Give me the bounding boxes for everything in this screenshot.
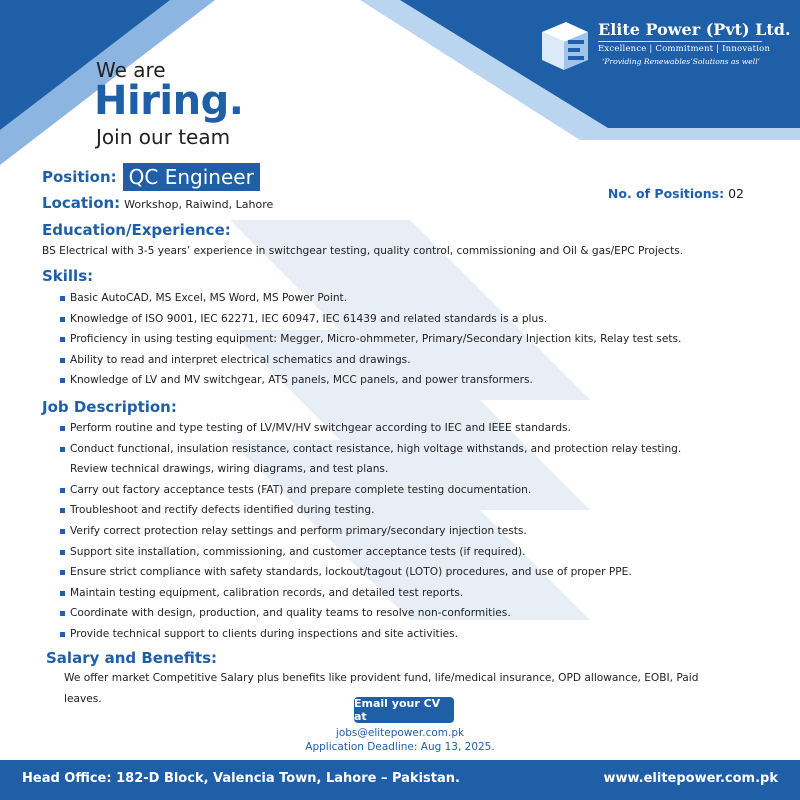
footer-bar <box>0 760 800 800</box>
list-item <box>60 624 681 645</box>
hero-line-3: Join our team <box>96 125 231 149</box>
elite-power-logo-icon <box>536 18 592 74</box>
duty-text: Verify correct protection relay settings and perform primary/secondary injection tests. <box>70 524 527 537</box>
duty-text: Ensure strict compliance with safety standards, lockout/tagout (LOTO) procedures, and use of proper PPE. <box>70 566 632 579</box>
bullet-icon <box>60 447 65 452</box>
bullet-icon <box>60 296 65 301</box>
duty-text: Perform routine and type testing of LV/MV/HV switchgear according to IEC and IEEE standards. <box>70 422 571 434</box>
skill-text: Proficiency in using testing equipment: Megger, Micro-ohmmeter, Primary/Secondary Injection kits, Relay test sets. <box>70 333 682 346</box>
job-description-list <box>60 418 681 645</box>
job-description-title: Job Description: <box>42 398 177 416</box>
list-item <box>60 350 681 371</box>
list-item <box>60 329 681 350</box>
list-item <box>60 500 681 521</box>
skill-text: Knowledge of LV and MV switchgear, ATS panels, MCC panels, and power transformers. <box>70 374 533 387</box>
bullet-icon <box>60 611 65 616</box>
bullet-icon <box>60 550 65 555</box>
positions-count-value: 02 <box>728 186 744 201</box>
bullet-icon <box>60 358 65 363</box>
skill-text: Knowledge of ISO 9001, IEC 62271, IEC 60947, IEC 61439 and related standards is a plus. <box>70 312 548 325</box>
skill-text: Ability to read and interpret electrical schematics and drawings. <box>70 353 411 366</box>
cta-email-link[interactable]: jobs@elitepower.com.pk <box>335 727 465 739</box>
list-item <box>60 480 681 501</box>
bullet-icon <box>60 488 65 493</box>
list-item <box>60 603 681 624</box>
education-text: BS Electrical with 3-5 years’ experience in switchgear testing, quality control, commissioning and Oil & gas/EPC Projects. <box>42 245 684 257</box>
duty-text: Troubleshoot and rectify defects identified during testing. <box>70 504 375 517</box>
list-item <box>60 562 681 583</box>
position-value: QC Engineer <box>123 163 260 191</box>
bullet-icon <box>60 529 65 534</box>
footer-website-link[interactable]: www.elitepower.com.pk <box>603 771 778 786</box>
bullet-icon <box>60 508 65 513</box>
brand-slogan: ‘Providing Renewables’Solutions as well’ <box>602 57 761 66</box>
bullet-icon <box>60 378 65 383</box>
hero-headline: Hiring. <box>94 78 244 124</box>
duty-text: Coordinate with design, production, and quality teams to resolve non-conformities. <box>70 607 511 620</box>
list-item <box>60 418 681 439</box>
bullet-icon <box>60 337 65 342</box>
list-item-continuation <box>60 459 681 480</box>
salary-text: We offer market Competitive Salary plus benefits like provident fund, life/medical insurance, OPD allowance, EOBI, Paid leaves. <box>64 672 699 705</box>
hero-line-1: We are <box>96 58 166 82</box>
duty-text: Carry out factory acceptance tests (FAT) and prepare complete testing documentation. <box>70 483 532 496</box>
list-item <box>60 288 681 309</box>
position-row <box>42 163 260 191</box>
location-row <box>42 194 273 212</box>
skill-text: Basic AutoCAD, MS Excel, MS Word, MS Power Point. <box>70 292 348 304</box>
bullet-icon <box>60 426 65 431</box>
list-item <box>60 309 681 330</box>
duty-text: Maintain testing equipment, calibration records, and detailed test reports. <box>70 586 464 599</box>
brand-block <box>536 16 791 76</box>
list-item <box>60 439 681 460</box>
skills-title: Skills: <box>42 267 94 285</box>
duty-text: Review technical drawings, wiring diagrams, and test plans. <box>70 463 389 476</box>
position-label: Position: <box>42 168 117 186</box>
location-label: Location: <box>42 194 121 212</box>
email-cv-button[interactable]: Email your CV at <box>354 697 454 723</box>
bullet-icon <box>60 591 65 596</box>
list-item <box>60 583 681 604</box>
duty-text: Provide technical support to clients during inspections and site activities. <box>70 627 459 640</box>
brand-tagline: Excellence | Commitment | Innovation <box>598 44 771 54</box>
brand-name: Elite Power (Pvt) Ltd. <box>598 20 791 39</box>
positions-count-row <box>608 186 744 201</box>
education-title: Education/Experience: <box>42 221 231 239</box>
footer-address: Head Office: 182-D Block, Valencia Town, Lahore – Pakistan. <box>22 771 460 786</box>
application-deadline: Application Deadline: Aug 13, 2025. <box>305 741 495 753</box>
brand-divider <box>598 41 762 42</box>
list-item <box>60 542 681 563</box>
duty-text: Conduct functional, insulation resistance, contact resistance, high voltage withstands, and protection relay testing. <box>70 442 682 455</box>
skills-list <box>60 288 681 391</box>
positions-count-label: No. of Positions: <box>607 186 725 201</box>
location-value: Workshop, Raiwind, Lahore <box>124 198 274 211</box>
list-item <box>60 521 681 542</box>
bullet-icon <box>60 632 65 637</box>
bullet-icon <box>60 317 65 322</box>
salary-title: Salary and Benefits: <box>46 649 218 667</box>
duty-text: Support site installation, commissioning, and customer acceptance tests (if required). <box>70 545 526 558</box>
bullet-icon <box>60 570 65 575</box>
list-item <box>60 370 681 391</box>
